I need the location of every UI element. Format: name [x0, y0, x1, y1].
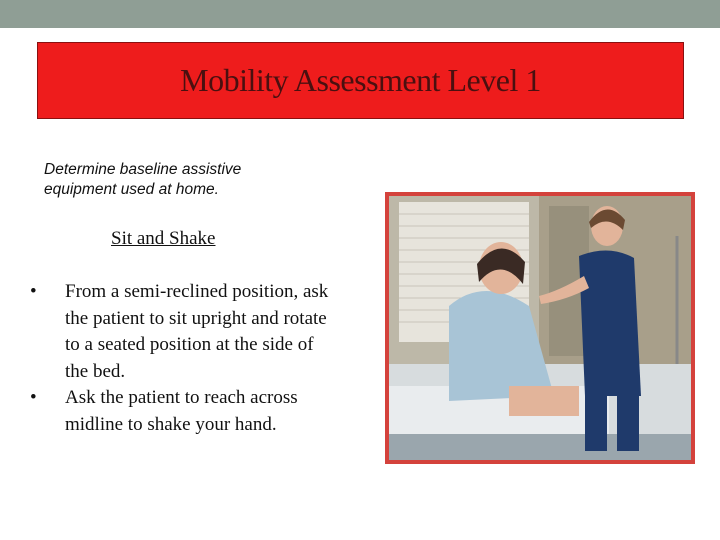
section-heading: Sit and Shake [111, 228, 216, 249]
bullet-list [30, 279, 330, 438]
bullet-icon: • [30, 281, 37, 302]
bullet-item [30, 385, 330, 438]
bullet-icon: • [30, 387, 37, 408]
slide-title: Mobility Assessment Level 1 [180, 62, 541, 98]
top-accent-bar [0, 0, 720, 28]
photo-frame [385, 192, 695, 464]
bullet-text: From a semi-reclined position, ask the patient to sit upright and rotate to a seated position at the side of the bed. [65, 281, 329, 382]
intro-text: Determine baseline assistive equipment used at home. [44, 161, 242, 198]
bullet-text: Ask the patient to reach across midline to shake your hand. [65, 387, 298, 435]
nurse-patient-photo [389, 196, 691, 460]
bullet-item [30, 279, 330, 385]
title-banner [37, 42, 684, 119]
